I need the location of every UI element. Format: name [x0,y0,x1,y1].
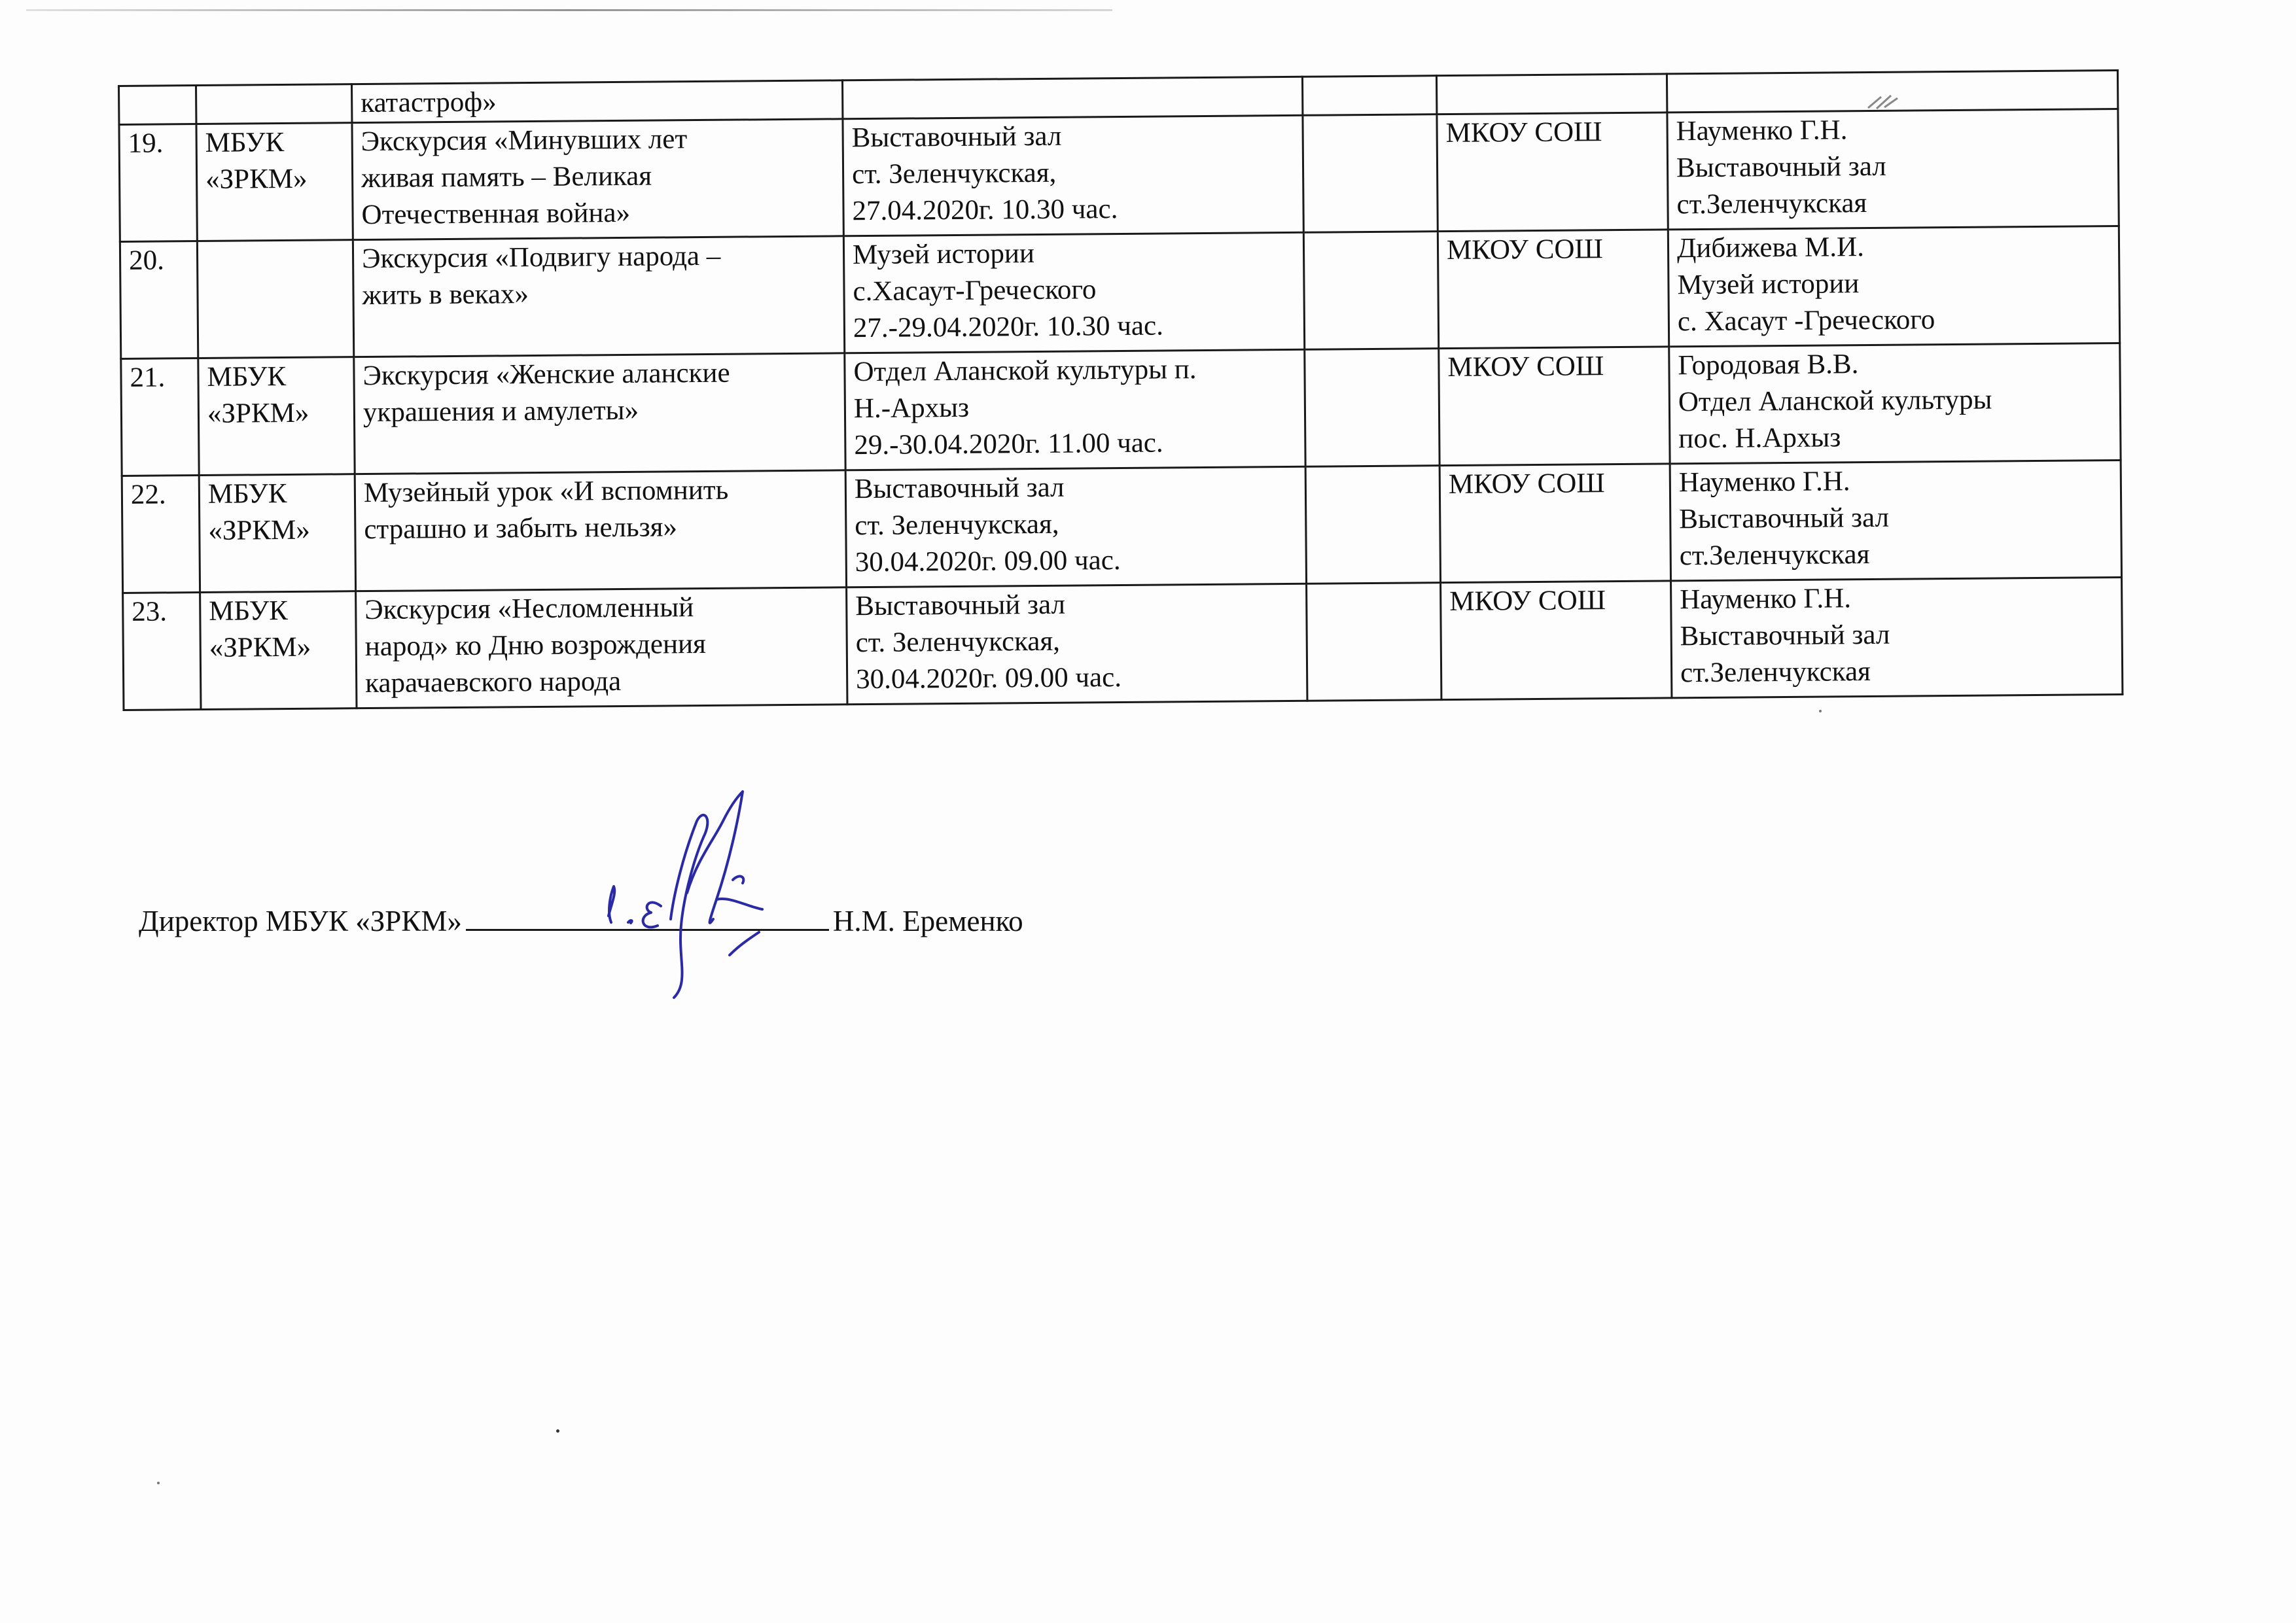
row-number: 23. [123,593,201,710]
row-number [119,86,196,125]
row-number: 19. [119,124,197,242]
row-audience: МКОУ СОШ [1437,113,1668,232]
signatory-title: Директор МБУК «ЗРКМ» [139,905,462,937]
table-row [123,577,2123,710]
row-organization [197,240,353,358]
row-place: Выставочный зал ст. Зеленчукская, 30.04.2020г. 09.00 час. [845,466,1306,587]
row-place: Музей истории с.Хасаут-Греческого 27.-29.04.2020г. 10.30 час. [843,232,1304,353]
table-row [122,460,2121,593]
row-audience [1436,74,1667,114]
row-responsible [1667,70,2117,112]
handwritten-signature-icon [582,782,831,1004]
row-organization: МБУК «ЗРКМ» [200,591,357,710]
row-number: 22. [122,476,200,593]
row-blank [1303,114,1438,233]
signature-block [139,903,1023,939]
events-table [118,69,2123,711]
row-event: Экскурсия «Несломленный народ» ко Дню возрождения карачаевского народа [356,587,847,708]
row-organization [196,84,352,124]
row-blank [1303,232,1438,350]
table-row [120,226,2119,358]
scan-speck [1819,710,1822,712]
row-audience: МКОУ СОШ [1439,464,1670,583]
scan-speck [556,1429,559,1433]
row-place: Выставочный зал ст. Зеленчукская, 30.04.2020г. 09.00 час. [847,584,1307,705]
row-responsible: Науменко Г.Н. Выставочный зал ст.Зеленчукская [1671,577,2123,697]
row-number: 21. [121,358,199,476]
row-organization: МБУК «ЗРКМ» [196,123,353,241]
row-audience: МКОУ СОШ [1441,581,1672,700]
row-place: Отдел Аланской культуры п. Н.-Архыз 29.-30.04.2020г. 11.00 час. [845,349,1305,470]
row-responsible: Науменко Г.Н. Выставочный зал ст.Зеленчукская [1667,109,2119,229]
row-place: Выставочный зал ст. Зеленчукская, 27.04.2020г. 10.30 час. [843,115,1303,236]
row-audience: МКОУ СОШ [1438,230,1669,349]
row-blank [1302,76,1436,116]
row-blank [1305,466,1440,584]
row-event: Музейный урок «И вспомнить страшно и забыть нельзя» [355,470,846,591]
scan-speck [157,1482,160,1484]
row-blank [1305,349,1439,467]
row-organization: МБУК «ЗРКМ» [198,357,355,476]
row-event: Экскурсия «Подвигу народа – жить в веках» [353,236,844,357]
table-row [121,343,2121,476]
row-responsible: Дибижева М.И. Музей истории с. Хасаут -Греческого [1668,226,2119,346]
row-event: катастроф» [352,80,843,123]
row-organization: МБУК «ЗРКМ» [199,474,355,593]
scan-artifact-line [26,9,1112,11]
table-row [119,109,2119,241]
signatory-name: Н.М. Еременко [832,905,1023,937]
row-event: Экскурсия «Минувших лет живая память – Великая Отечественная война» [352,119,843,240]
row-audience: МКОУ СОШ [1439,347,1670,466]
row-responsible: Науменко Г.Н. Выставочный зал ст.Зеленчукская [1670,460,2121,580]
row-place [842,77,1302,119]
row-number: 20. [120,241,198,359]
row-responsible: Городовая В.В. Отдел Аланской культуры пос. Н.Архыз [1669,343,2121,463]
row-blank [1307,583,1441,701]
row-event: Экскурсия «Женские аланские украшения и амулеты» [354,353,845,474]
